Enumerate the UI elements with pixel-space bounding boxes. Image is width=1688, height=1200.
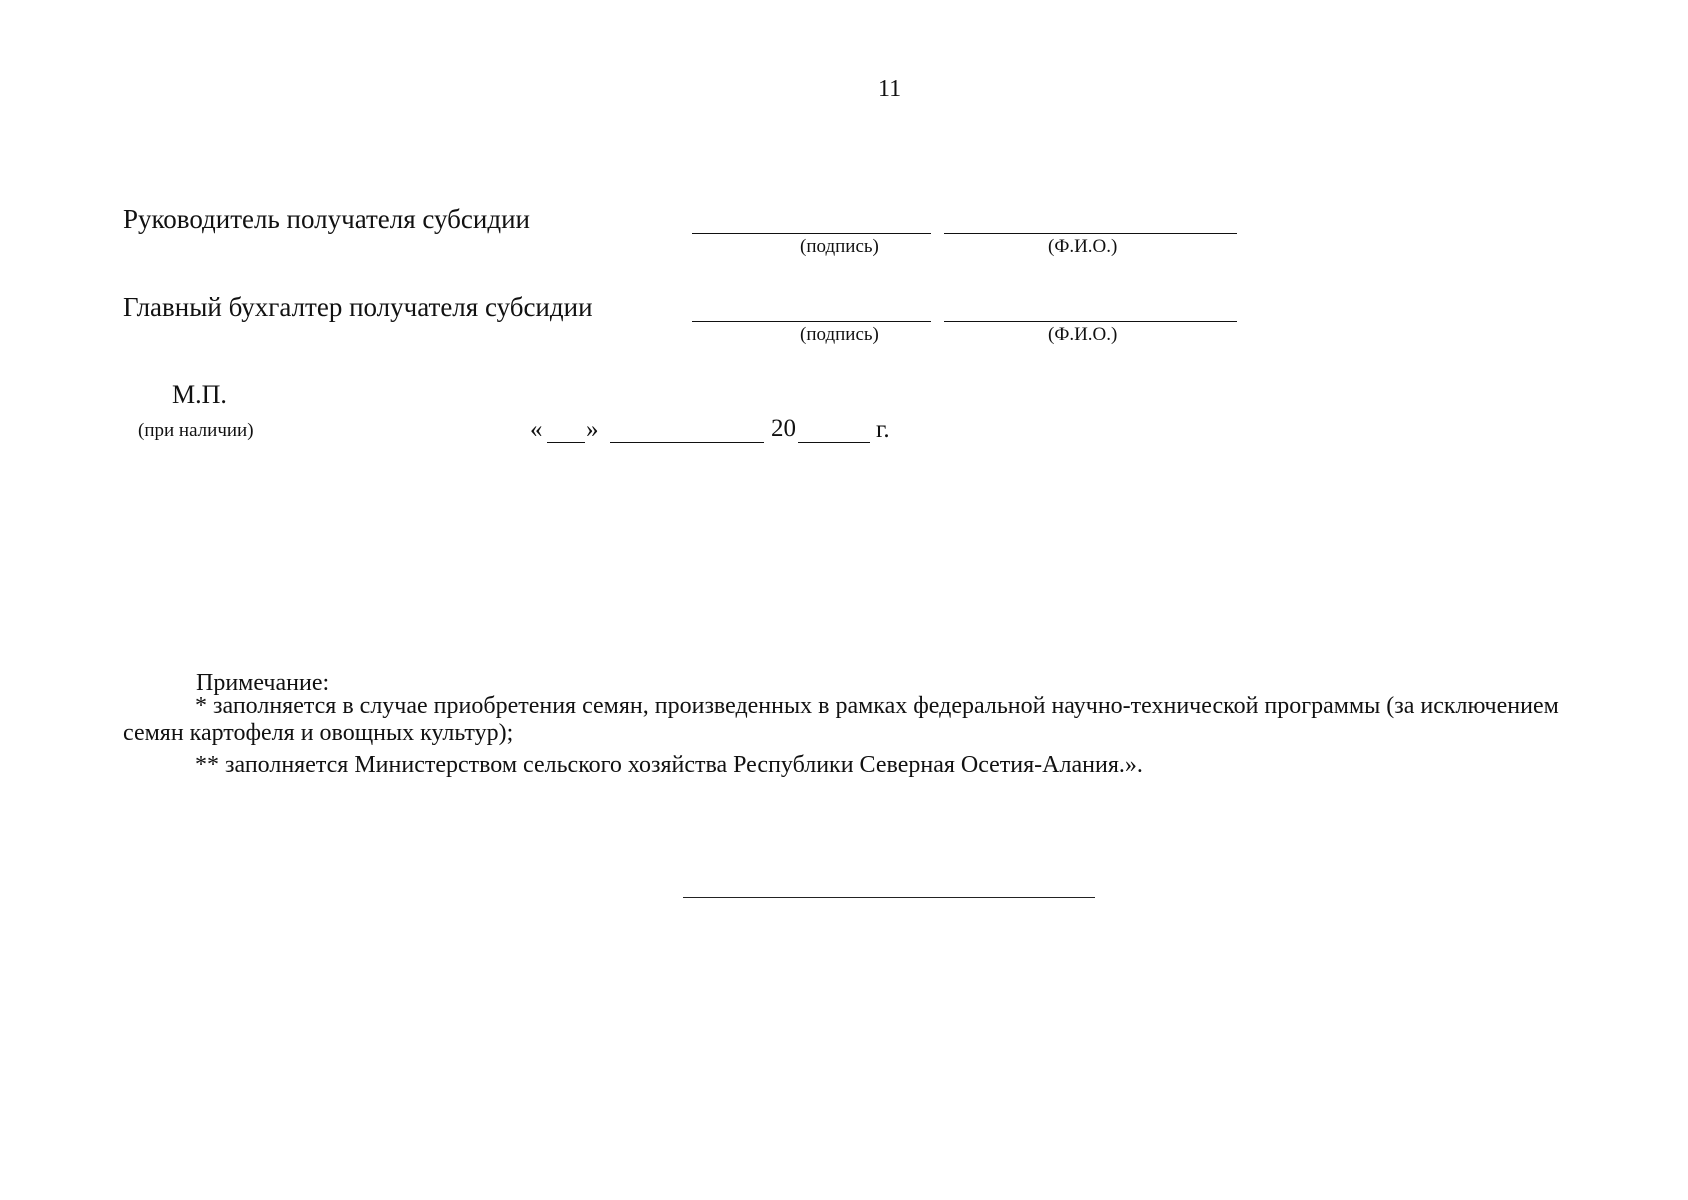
- accountant-signature-label: Главный бухгалтер получателя субсидии: [123, 292, 593, 322]
- date-open-quote: «: [530, 416, 543, 443]
- accountant-signature-line: [692, 321, 931, 322]
- head-signature-label: Руководитель получателя субсидии: [123, 204, 530, 234]
- accountant-name-caption: (Ф.И.О.): [1048, 324, 1118, 345]
- end-rule: [683, 897, 1095, 898]
- date-year-prefix: 20: [771, 415, 796, 442]
- head-name-caption: (Ф.И.О.): [1048, 236, 1118, 257]
- page-number: 11: [878, 76, 902, 102]
- head-signature-caption: (подпись): [800, 236, 879, 257]
- stamp-caption: (при наличии): [138, 420, 254, 441]
- date-month-line: [610, 442, 764, 443]
- notes-title: Примечание:: [196, 670, 330, 696]
- head-name-line: [944, 233, 1237, 234]
- note-2: ** заполняется Министерством сельского хозяйства Республики Северная Осетия-Алания.».: [195, 752, 1143, 778]
- date-year-suffix: г.: [876, 416, 890, 443]
- date-year-line: [798, 442, 870, 443]
- accountant-name-line: [944, 321, 1237, 322]
- date-close-quote: »: [586, 416, 599, 443]
- notes-body: [123, 693, 1583, 779]
- stamp-label: М.П.: [172, 380, 227, 409]
- date-day-line: [547, 442, 585, 443]
- note-1: * заполняется в случае приобретения семян, произведенных в рамках федеральной научно-технической программы (за исключением семян картофеля и овощных культур);: [123, 693, 1559, 746]
- head-signature-line: [692, 233, 931, 234]
- accountant-signature-caption: (подпись): [800, 324, 879, 345]
